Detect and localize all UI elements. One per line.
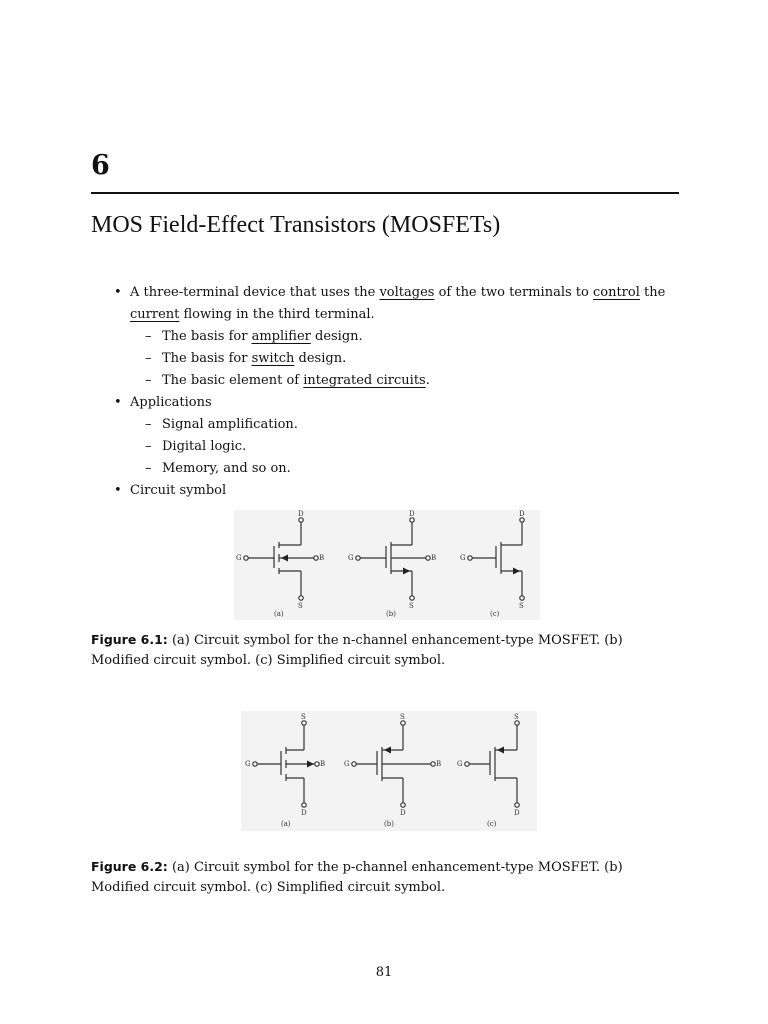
- term-switch: switch: [251, 351, 295, 366]
- label-d: D: [298, 510, 304, 518]
- sub-item-amplifier: [130, 326, 680, 348]
- label-d: D: [409, 510, 415, 518]
- label-s: S: [514, 713, 519, 721]
- sub-list-basis: [130, 326, 680, 392]
- label-s: S: [301, 713, 306, 721]
- bullet-text: Applications: [130, 395, 212, 410]
- bullet-device-definition: [114, 282, 680, 392]
- bullet-text: of the two terminals to: [434, 285, 593, 300]
- sub-list-applications: [130, 414, 680, 480]
- sub-item-text: .: [425, 373, 430, 388]
- bullet-circuit-symbol: [114, 480, 680, 502]
- sub-item-switch: [130, 348, 680, 370]
- sub-item-signal-amplification: – Signal amplification.: [130, 414, 680, 436]
- label-g: G: [245, 760, 251, 768]
- sub-item-text: The basic element of: [162, 373, 304, 388]
- figure-1-caption: [91, 630, 679, 671]
- figure-2-caption-text: (a) Circuit symbol for the p-channel enhancement-type MOSFET. (b) Modified circuit symbol. (c) Simplified circuit symbol.: [91, 860, 623, 895]
- chapter-number: 6: [91, 150, 110, 181]
- label-g: G: [236, 554, 242, 562]
- term-voltages: voltages: [379, 285, 435, 300]
- panel-label-a: (a): [281, 820, 291, 828]
- figure-2-caption: [91, 857, 679, 898]
- panel-label-b: (b): [384, 820, 394, 828]
- label-b: B: [436, 760, 442, 768]
- label-d: D: [301, 809, 307, 817]
- sub-item-text: design.: [294, 351, 347, 366]
- figure-2-label: Figure 6.2:: [91, 859, 168, 874]
- term-integrated-circuits: integrated circuits: [303, 373, 426, 388]
- bullet-text: A three-terminal device that uses the: [130, 285, 380, 300]
- label-b: B: [319, 554, 325, 562]
- term-current: current: [130, 307, 180, 322]
- sub-item-digital-logic: – Digital logic.: [130, 436, 680, 458]
- bullet-applications: [114, 392, 680, 480]
- bullet-text: flowing in the third terminal.: [179, 307, 375, 322]
- label-b: B: [320, 760, 326, 768]
- sub-item-memory: – Memory, and so on.: [130, 458, 680, 480]
- sub-item-text: The basis for: [162, 329, 252, 344]
- panel-label-c: (c): [487, 820, 497, 828]
- label-g: G: [457, 760, 463, 768]
- figure-pmos-symbols: [241, 711, 537, 831]
- label-s: S: [409, 602, 414, 610]
- sub-item-integrated-circuits: [130, 370, 680, 392]
- label-d: D: [400, 809, 406, 817]
- term-control: control: [592, 285, 640, 300]
- figure-background: [241, 711, 537, 831]
- bullet-text: Circuit symbol: [130, 483, 227, 498]
- label-g: G: [460, 554, 466, 562]
- figure-nmos-symbols: [234, 510, 540, 620]
- figure-1-caption-text: (a) Circuit symbol for the n-channel enhancement-type MOSFET. (b) Modified circuit symbol. (c) Simplified circuit symbol.: [91, 633, 623, 668]
- term-amplifier: amplifier: [251, 329, 311, 344]
- chapter-rule: [91, 192, 679, 194]
- sub-item-text: design.: [310, 329, 363, 344]
- panel-label-b: (b): [386, 610, 396, 618]
- label-g: G: [348, 554, 354, 562]
- panel-label-a: (a): [274, 610, 284, 618]
- page-number: 81: [375, 965, 393, 980]
- label-s: S: [400, 713, 405, 721]
- bullet-list: [114, 282, 680, 502]
- bullet-text: the: [639, 285, 666, 300]
- figure-1-label: Figure 6.1:: [91, 632, 168, 647]
- sub-item-text: The basis for: [162, 351, 252, 366]
- chapter-title: MOS Field-Effect Transistors (MOSFETs): [91, 212, 501, 238]
- figure-background: [234, 510, 540, 620]
- panel-label-c: (c): [490, 610, 500, 618]
- label-g: G: [344, 760, 350, 768]
- label-s: S: [298, 602, 303, 610]
- label-b: B: [431, 554, 437, 562]
- label-d: D: [519, 510, 525, 518]
- label-d: D: [514, 809, 520, 817]
- label-s: S: [519, 602, 524, 610]
